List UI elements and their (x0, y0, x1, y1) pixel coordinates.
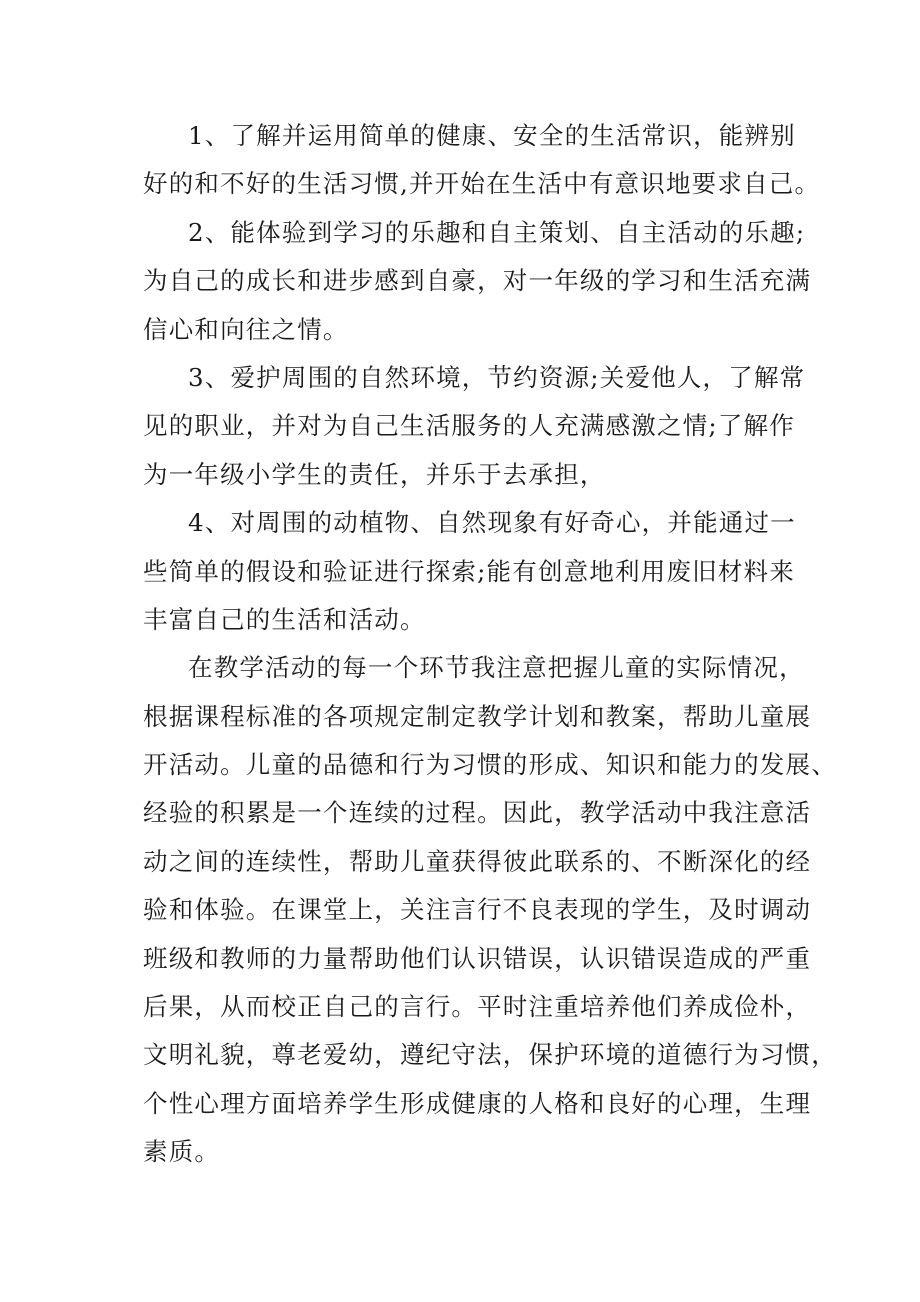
paragraph-2-line-1: 2、能体验到学习的乐趣和自主策划、自主活动的乐趣; (188, 217, 806, 247)
paragraph-3-line-1: 3、爱护周围的自然环境，节约资源;关爱他人，了解常 (188, 362, 806, 392)
paragraph-5-line-8: 后果，从而校正自己的言行。平时注重培养他们养成俭朴， (143, 992, 812, 1022)
paragraph-5-line-1: 在教学活动的每一个环节我注意把握儿童的实际情况， (188, 653, 805, 683)
paragraph-5-line-2: 根据课程标准的各项规定制定教学计划和教案，帮助儿童展 (143, 701, 812, 731)
paragraph-4-line-2: 些简单的假设和验证进行探索;能有创意地利用废旧材料来 (143, 556, 795, 586)
paragraph-5-line-3: 开活动。儿童的品德和行为习惯的形成、知识和能力的发展、 (143, 750, 837, 780)
paragraph-3-line-3: 为一年级小学生的责任，并乐于去承担， (143, 459, 606, 489)
paragraph-2-line-2: 为自己的成长和进步感到自豪，对一年级的学习和生活充满 (143, 266, 812, 296)
paragraph-5-line-6: 验和体验。在课堂上，关注言行不良表现的学生，及时调动 (143, 895, 812, 925)
paragraph-5-line-7: 班级和教师的力量帮助他们认识错误，认识错误造成的严重 (143, 943, 812, 973)
paragraph-5-line-4: 经验的积累是一个连续的过程。因此，教学活动中我注意活 (143, 798, 812, 828)
paragraph-5-line-10: 个性心理方面培养学生形成健康的人格和良好的心理，生理 (143, 1088, 812, 1118)
paragraph-2-line-3: 信心和向往之情。 (143, 314, 349, 344)
paragraph-1-line-2: 好的和不好的生活习惯,并开始在生活中有意识地要求自己。 (143, 169, 821, 199)
paragraph-5-line-5: 动之间的连续性，帮助儿童获得彼此联系的、不断深化的经 (143, 846, 812, 876)
paragraph-4-line-3: 丰富自己的生活和活动。 (143, 604, 426, 634)
document-body (143, 112, 837, 1177)
paragraph-5-line-11: 素质。 (143, 1137, 221, 1167)
paragraph-1-line-1: 1、了解并运用简单的健康、安全的生活常识，能辨别 (188, 121, 796, 150)
paragraph-4-line-1: 4、对周围的动植物、自然现象有好奇心，并能通过一 (188, 508, 796, 538)
paragraph-3-line-2: 见的职业，并对为自己生活服务的人充满感激之情;了解作 (143, 411, 795, 441)
paragraph-5-line-9: 文明礼貌，尊老爱幼，遵纪守法，保护环境的道德行为习惯， (143, 1040, 837, 1070)
